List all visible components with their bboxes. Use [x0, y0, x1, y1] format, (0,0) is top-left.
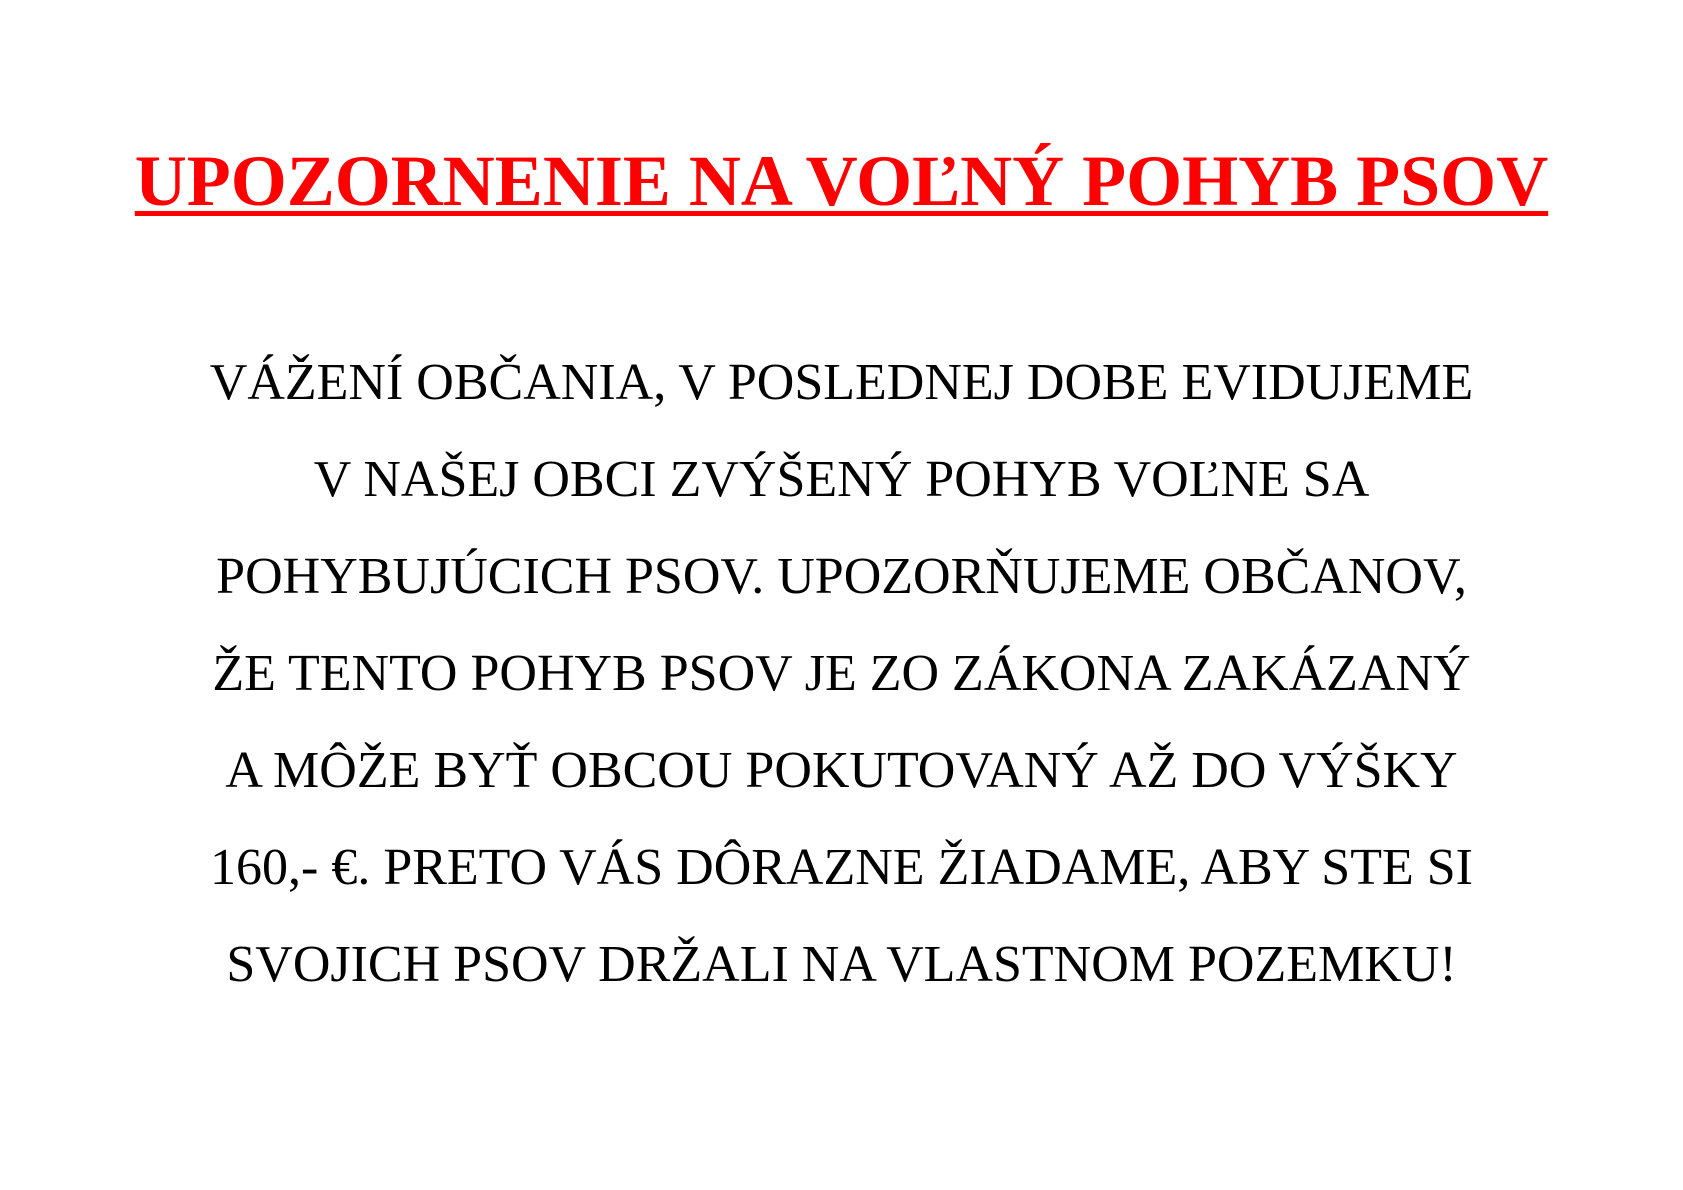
notice-body — [0, 334, 1683, 1013]
notice-body-line: ŽE TENTO POHYB PSOV JE ZO ZÁKONA ZAKÁZANÝ — [212, 645, 1471, 702]
notice-body-line: V NAŠEJ OBCI ZVÝŠENÝ POHYB VOĽNE SA — [313, 451, 1370, 508]
notice-body-line: POHYBUJÚCICH PSOV. UPOZORŇUJEME OBČANOV, — [216, 548, 1467, 605]
notice-body-line: VÁŽENÍ OBČANIA, V POSLEDNEJ DOBE EVIDUJEME — [209, 354, 1474, 411]
notice-title — [0, 138, 1683, 224]
notice-title-text: UPOZORNENIE NA VOĽNÝ POHYB PSOV — [134, 141, 1549, 221]
notice-body-line: 160,- €. PRETO VÁS DÔRAZNE ŽIADAME, ABY STE SI — [210, 839, 1473, 896]
notice-body-line: A MÔŽE BYŤ OBCOU POKUTOVANÝ AŽ DO VÝŠKY — [225, 742, 1458, 799]
notice-body-line: SVOJICH PSOV DRŽALI NA VLASTNOM POZEMKU! — [226, 936, 1457, 993]
